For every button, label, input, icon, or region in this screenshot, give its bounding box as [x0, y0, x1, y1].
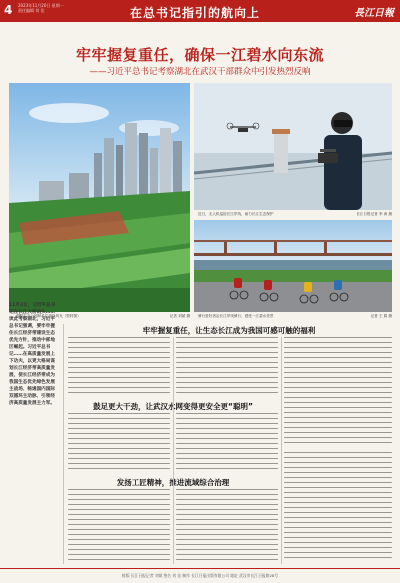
photo3-credit: 记者 王 娟 摄 — [370, 314, 392, 318]
section-title-2: 鼓足更大干劲，让武汉水网变得更安全更“聪明” — [93, 402, 253, 411]
issue-meta — [18, 3, 88, 13]
photo-bridge-cyclists — [194, 220, 392, 312]
body-text-col1 — [68, 337, 170, 397]
photo1-caption: 湖畔生态公园和长江岸线风光（资料图） — [16, 314, 81, 318]
body-text-col5 — [176, 413, 278, 473]
photo1-credit: 记者 刘斌 摄 — [169, 314, 190, 318]
body-text-col7 — [176, 489, 278, 564]
subheadline: ——习近平总书记考察湖北在武汉干部群众中引发热烈反响 — [89, 67, 311, 77]
page-number: 4 — [4, 3, 13, 17]
column-title: 在总书记指引的航向上 — [130, 6, 261, 20]
body-text-col4 — [68, 413, 170, 473]
newspaper-logo: 長江日報 — [354, 8, 394, 19]
issue-editor: 责任编辑 刘 佳 — [18, 8, 45, 13]
photo-drone-operator — [194, 83, 392, 210]
body-text-col2 — [176, 337, 278, 397]
body-text-col8 — [284, 452, 392, 564]
photo-skyline-park — [9, 83, 190, 312]
body-text-col3 — [284, 337, 392, 447]
section-title-3: 发扬工匠精神，推进流域综合治理 — [116, 478, 230, 487]
headline: 牢牢握复重任，确保一江碧水向东流 — [75, 46, 324, 64]
article-intro: 11月3日，习近平总书记在长江大桥码头……读此考察湖北，习近平总书记强调，要牢牢握住长江经济带建设生态优先方针，推动中部地区崛起。习近平总书记……在高质量发展上下功夫，以更大格局谋划长江经济带高质量发展，使长江经济带成为我国生态优先绿色发展主战场、畅通国内国际双循环主动脉、引领经济高质量发展主力军。 — [9, 303, 56, 406]
photo3-caption: 骑行爱好者沿长江岸线骑行，感受一江碧水美景 — [198, 314, 274, 318]
issue-date: 2023年11月20日 星期一 — [18, 3, 64, 8]
photo2-credit: 长江日报记者 李 涛 摄 — [356, 212, 392, 216]
page-header — [0, 0, 400, 22]
photo2-caption: 近日，无人机巡检长江岸线，助力长江生态保护 — [198, 212, 274, 216]
page-footer: 排版 长江日报记者 刘斌 签名 刘 佳 制作 长江日报出版有限公司 地址 武汉市长江日报路28号 — [0, 568, 400, 583]
body-text-col6 — [68, 489, 170, 564]
section-title-1: 牢牢握复重任，让生态长江成为我国可感可触的福利 — [142, 326, 316, 335]
